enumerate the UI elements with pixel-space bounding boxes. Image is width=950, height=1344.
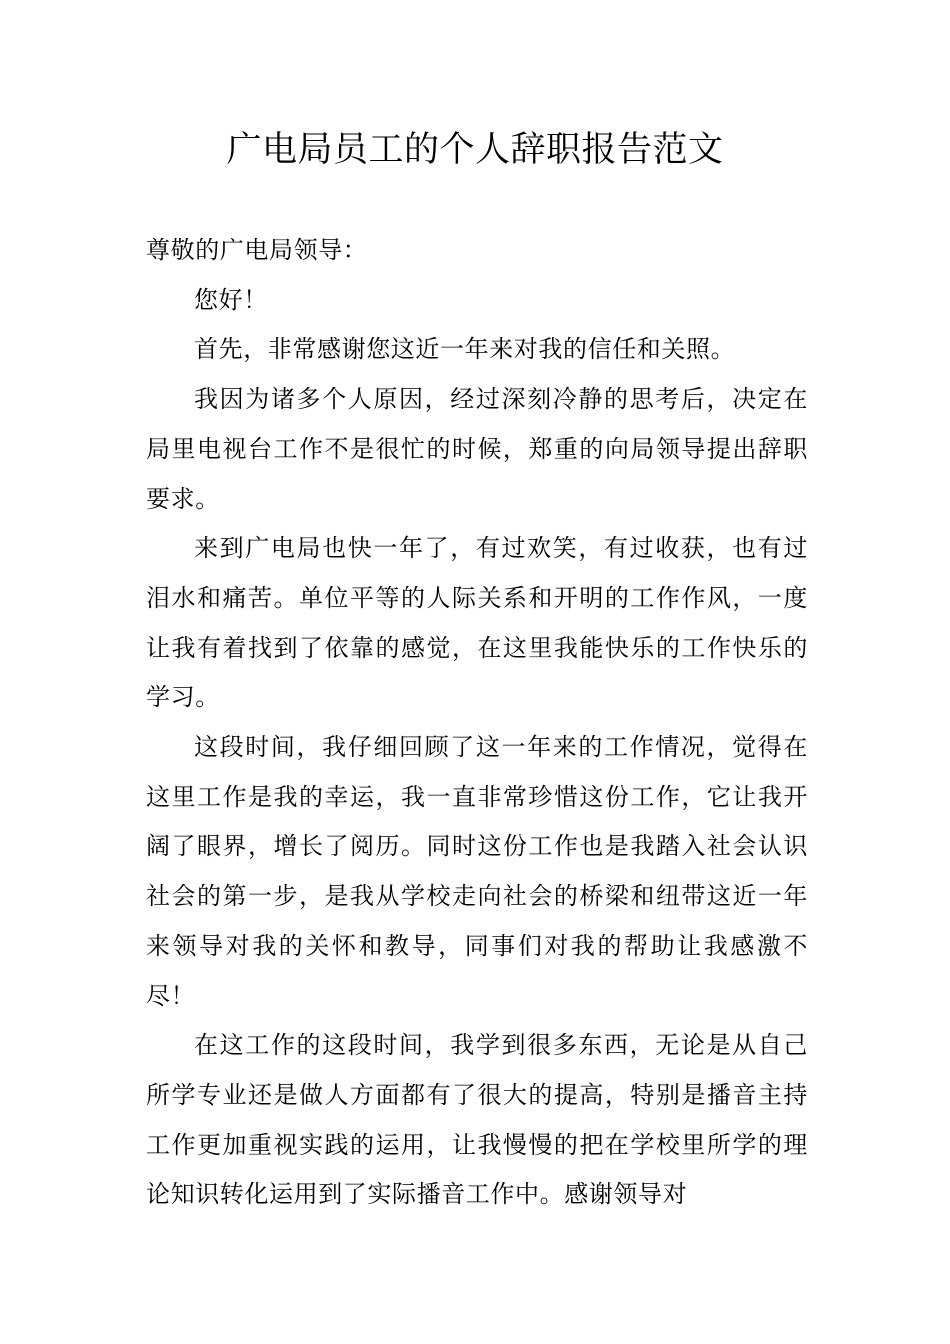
paragraph-experience: 来到广电局也快一年了，有过欢笑，有过收获，也有过泪水和痛苦。单位平等的人际关系和开明的工作作风，一度让我有着找到了依靠的感觉，在这里我能快乐的工作快乐的学习。 bbox=[146, 534, 808, 712]
paragraph-greeting: 您好！ bbox=[194, 285, 268, 314]
document-title: 广电局员工的个人辞职报告范文 bbox=[226, 130, 724, 170]
document-body bbox=[146, 226, 808, 1220]
paragraph-thanks: 首先，非常感谢您这近一年来对我的信任和关照。 bbox=[194, 335, 736, 364]
salutation: 尊敬的广电局领导： bbox=[146, 236, 368, 264]
paragraph-reflection: 这段时间，我仔细回顾了这一年来的工作情况，觉得在这里工作是我的幸运，我一直非常珍惜这份工作，它让我开阔了眼界，增长了阅历。同时这份工作也是我踏入社会认识社会的第一步，是我从学校走向社会的桥梁和纽带这近一年来领导对我的关怀和教导，同事们对我的帮助让我感激不尽！ bbox=[146, 733, 808, 1010]
paragraph-resignation-request: 我因为诸多个人原因，经过深刻冷静的思考后，决定在局里电视台工作不是很忙的时候，郑重的向局领导提出辞职要求。 bbox=[146, 385, 808, 513]
paragraph-learning: 在这工作的这段时间，我学到很多东西，无论是从自己所学专业还是做人方面都有了很大的提高，特别是播音主持工作更加重视实践的运用，让我慢慢的把在学校里所学的理论知识转化运用到了实际播音工作中。感谢领导对 bbox=[146, 1031, 808, 1209]
